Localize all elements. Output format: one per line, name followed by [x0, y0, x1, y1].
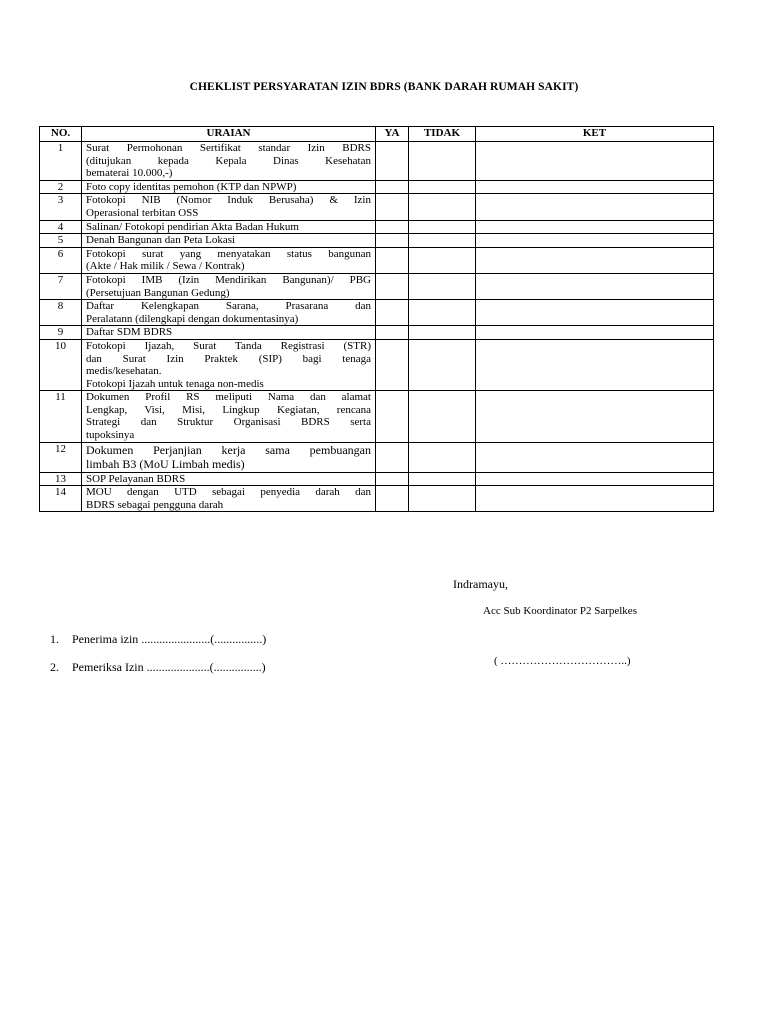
- cell-ya[interactable]: [376, 273, 409, 299]
- table-row: [40, 142, 714, 181]
- row-description: [82, 300, 376, 326]
- row-number: 6: [40, 247, 82, 273]
- description-line: Dokumen Profil RS meliputi Nama dan alamat: [86, 391, 371, 404]
- table-row: [40, 486, 714, 512]
- row-description: [82, 247, 376, 273]
- table-row: [40, 273, 714, 299]
- table-row: [40, 220, 714, 234]
- cell-ket[interactable]: [476, 194, 714, 220]
- signature-item-receiver: [50, 632, 266, 647]
- description-line: Strategi dan Struktur Organisasi BDRS serta: [86, 416, 371, 429]
- table-row: [40, 472, 714, 486]
- description-line: (Akte / Hak milik / Sewa / Kontrak): [86, 260, 245, 273]
- description-line: Fotokopi NIB (Nomor Induk Berusaha) & Izin: [86, 194, 371, 207]
- acc-signature-line: ( ……………………………..): [494, 655, 631, 667]
- row-number: 8: [40, 300, 82, 326]
- table-body: [40, 142, 714, 512]
- requirements-table: [39, 126, 714, 512]
- row-number: 11: [40, 391, 82, 442]
- row-number: 14: [40, 486, 82, 512]
- description-line: Fotokopi surat yang menyatakan status bangunan: [86, 247, 371, 260]
- table-row: [40, 300, 714, 326]
- row-number: 3: [40, 194, 82, 220]
- signature-number: 2.: [50, 660, 59, 674]
- cell-ket[interactable]: [476, 247, 714, 273]
- row-number: 13: [40, 472, 82, 486]
- row-number: 12: [40, 442, 82, 472]
- acc-coordinator-label: Acc Sub Koordinator P2 Sarpelkes: [483, 605, 637, 617]
- cell-ya[interactable]: [376, 326, 409, 340]
- cell-ya[interactable]: [376, 247, 409, 273]
- row-description: [82, 326, 376, 340]
- row-description: [82, 220, 376, 234]
- row-description: [82, 142, 376, 181]
- description-line: Denah Bangunan dan Peta Lokasi: [86, 234, 236, 247]
- cell-ket[interactable]: [476, 180, 714, 194]
- cell-ket[interactable]: [476, 273, 714, 299]
- header-ket: KET: [476, 127, 714, 142]
- row-description: [82, 472, 376, 486]
- row-number: 1: [40, 142, 82, 181]
- cell-ya[interactable]: [376, 180, 409, 194]
- place-label: Indramayu,: [453, 577, 508, 591]
- description-line: BDRS sebagai pengguna darah: [86, 498, 224, 511]
- description-line: tupoksinya: [86, 429, 135, 442]
- description-line: Lengkap, Visi, Misi, Lingkup Kegiatan, rencana: [86, 403, 371, 416]
- cell-ya[interactable]: [376, 220, 409, 234]
- row-number: 7: [40, 273, 82, 299]
- row-number: 5: [40, 234, 82, 248]
- header-uraian: URAIAN: [82, 127, 376, 142]
- table-row: [40, 180, 714, 194]
- description-line: Foto copy identitas pemohon (KTP dan NPWP): [86, 180, 297, 193]
- cell-tidak[interactable]: [409, 142, 476, 181]
- description-line: bematerai 10.000,-): [86, 167, 173, 180]
- description-line: (ditujukan kepada Kepala Dinas Kesehatan: [86, 154, 371, 167]
- cell-tidak[interactable]: [409, 247, 476, 273]
- description-line: (Persetujuan Bangunan Gedung): [86, 286, 230, 299]
- cell-tidak[interactable]: [409, 472, 476, 486]
- description-line: Salinan/ Fotokopi pendirian Akta Badan Hukum: [86, 220, 299, 233]
- description-line: dan Surat Izin Praktek (SIP) bagi tenaga: [86, 352, 371, 365]
- cell-ket[interactable]: [476, 300, 714, 326]
- cell-ket[interactable]: [476, 339, 714, 390]
- document-title: CHEKLIST PERSYARATAN IZIN BDRS (BANK DARAH RUMAH SAKIT): [189, 81, 579, 93]
- description-line: Fotokopi IMB (Izin Mendirikan Bangunan)/ PBG: [86, 273, 371, 286]
- description-line: medis/kesehatan.: [86, 365, 162, 378]
- row-number: 2: [40, 180, 82, 194]
- cell-tidak[interactable]: [409, 234, 476, 248]
- cell-ket[interactable]: [476, 391, 714, 442]
- cell-tidak[interactable]: [409, 486, 476, 512]
- cell-ya[interactable]: [376, 234, 409, 248]
- table-row: [40, 234, 714, 248]
- description-line: Dokumen Perjanjian kerja sama pembuangan: [86, 442, 371, 457]
- description-line: MOU dengan UTD sebagai penyedia darah dan: [86, 486, 371, 499]
- row-description: [82, 180, 376, 194]
- cell-tidak[interactable]: [409, 300, 476, 326]
- description-line: Fotokopi Ijazah untuk tenaga non-medis: [86, 377, 264, 390]
- row-description: [82, 194, 376, 220]
- cell-ket[interactable]: [476, 326, 714, 340]
- header-ya: YA: [376, 127, 409, 142]
- cell-tidak[interactable]: [409, 194, 476, 220]
- table-row: [40, 339, 714, 390]
- table-row: [40, 391, 714, 442]
- header-no: NO.: [40, 127, 82, 142]
- table-header-row: [40, 127, 714, 142]
- table-row: [40, 326, 714, 340]
- row-description: [82, 391, 376, 442]
- cell-ket[interactable]: [476, 472, 714, 486]
- signature-text: Penerima izin .......................(................): [72, 632, 267, 646]
- table-row: [40, 194, 714, 220]
- cell-ya[interactable]: [376, 442, 409, 472]
- row-number: 9: [40, 326, 82, 340]
- description-line: limbah B3 (MoU Limbah medis): [86, 457, 245, 472]
- description-line: Daftar Kelengkapan Sarana, Prasarana dan: [86, 300, 371, 313]
- cell-ya[interactable]: [376, 194, 409, 220]
- cell-tidak[interactable]: [409, 180, 476, 194]
- description-line: Operasional terbitan OSS: [86, 206, 199, 219]
- signature-number: 1.: [50, 632, 59, 646]
- cell-tidak[interactable]: [409, 326, 476, 340]
- table-row: [40, 442, 714, 472]
- description-line: Daftar SDM BDRS: [86, 326, 173, 339]
- cell-ya[interactable]: [376, 472, 409, 486]
- row-description: [82, 234, 376, 248]
- row-description: [82, 486, 376, 512]
- cell-tidak[interactable]: [409, 391, 476, 442]
- cell-ya[interactable]: [376, 142, 409, 181]
- row-number: 10: [40, 339, 82, 390]
- description-line: Surat Permohonan Sertifikat standar Izin BDRS: [86, 142, 371, 154]
- cell-tidak[interactable]: [409, 339, 476, 390]
- cell-tidak[interactable]: [409, 273, 476, 299]
- cell-ket[interactable]: [476, 486, 714, 512]
- cell-ket[interactable]: [476, 142, 714, 181]
- cell-ket[interactable]: [476, 442, 714, 472]
- table-row: [40, 247, 714, 273]
- cell-ya[interactable]: [376, 486, 409, 512]
- row-description: [82, 339, 376, 390]
- row-description: [82, 442, 376, 472]
- cell-ya[interactable]: [376, 391, 409, 442]
- description-line: Peralatann (dilengkapi dengan dokumentasinya): [86, 312, 299, 325]
- cell-ket[interactable]: [476, 220, 714, 234]
- cell-ket[interactable]: [476, 234, 714, 248]
- row-number: 4: [40, 220, 82, 234]
- cell-ya[interactable]: [376, 339, 409, 390]
- description-line: Fotokopi Ijazah, Surat Tanda Registrasi (STR): [86, 339, 371, 352]
- cell-tidak[interactable]: [409, 220, 476, 234]
- description-line: SOP Pelayanan BDRS: [86, 472, 186, 485]
- signature-text: Pemeriksa Izin .....................(................): [72, 660, 266, 674]
- signature-item-examiner: [50, 660, 266, 675]
- header-tidak: TIDAK: [409, 127, 476, 142]
- row-description: [82, 273, 376, 299]
- cell-tidak[interactable]: [409, 442, 476, 472]
- cell-ya[interactable]: [376, 300, 409, 326]
